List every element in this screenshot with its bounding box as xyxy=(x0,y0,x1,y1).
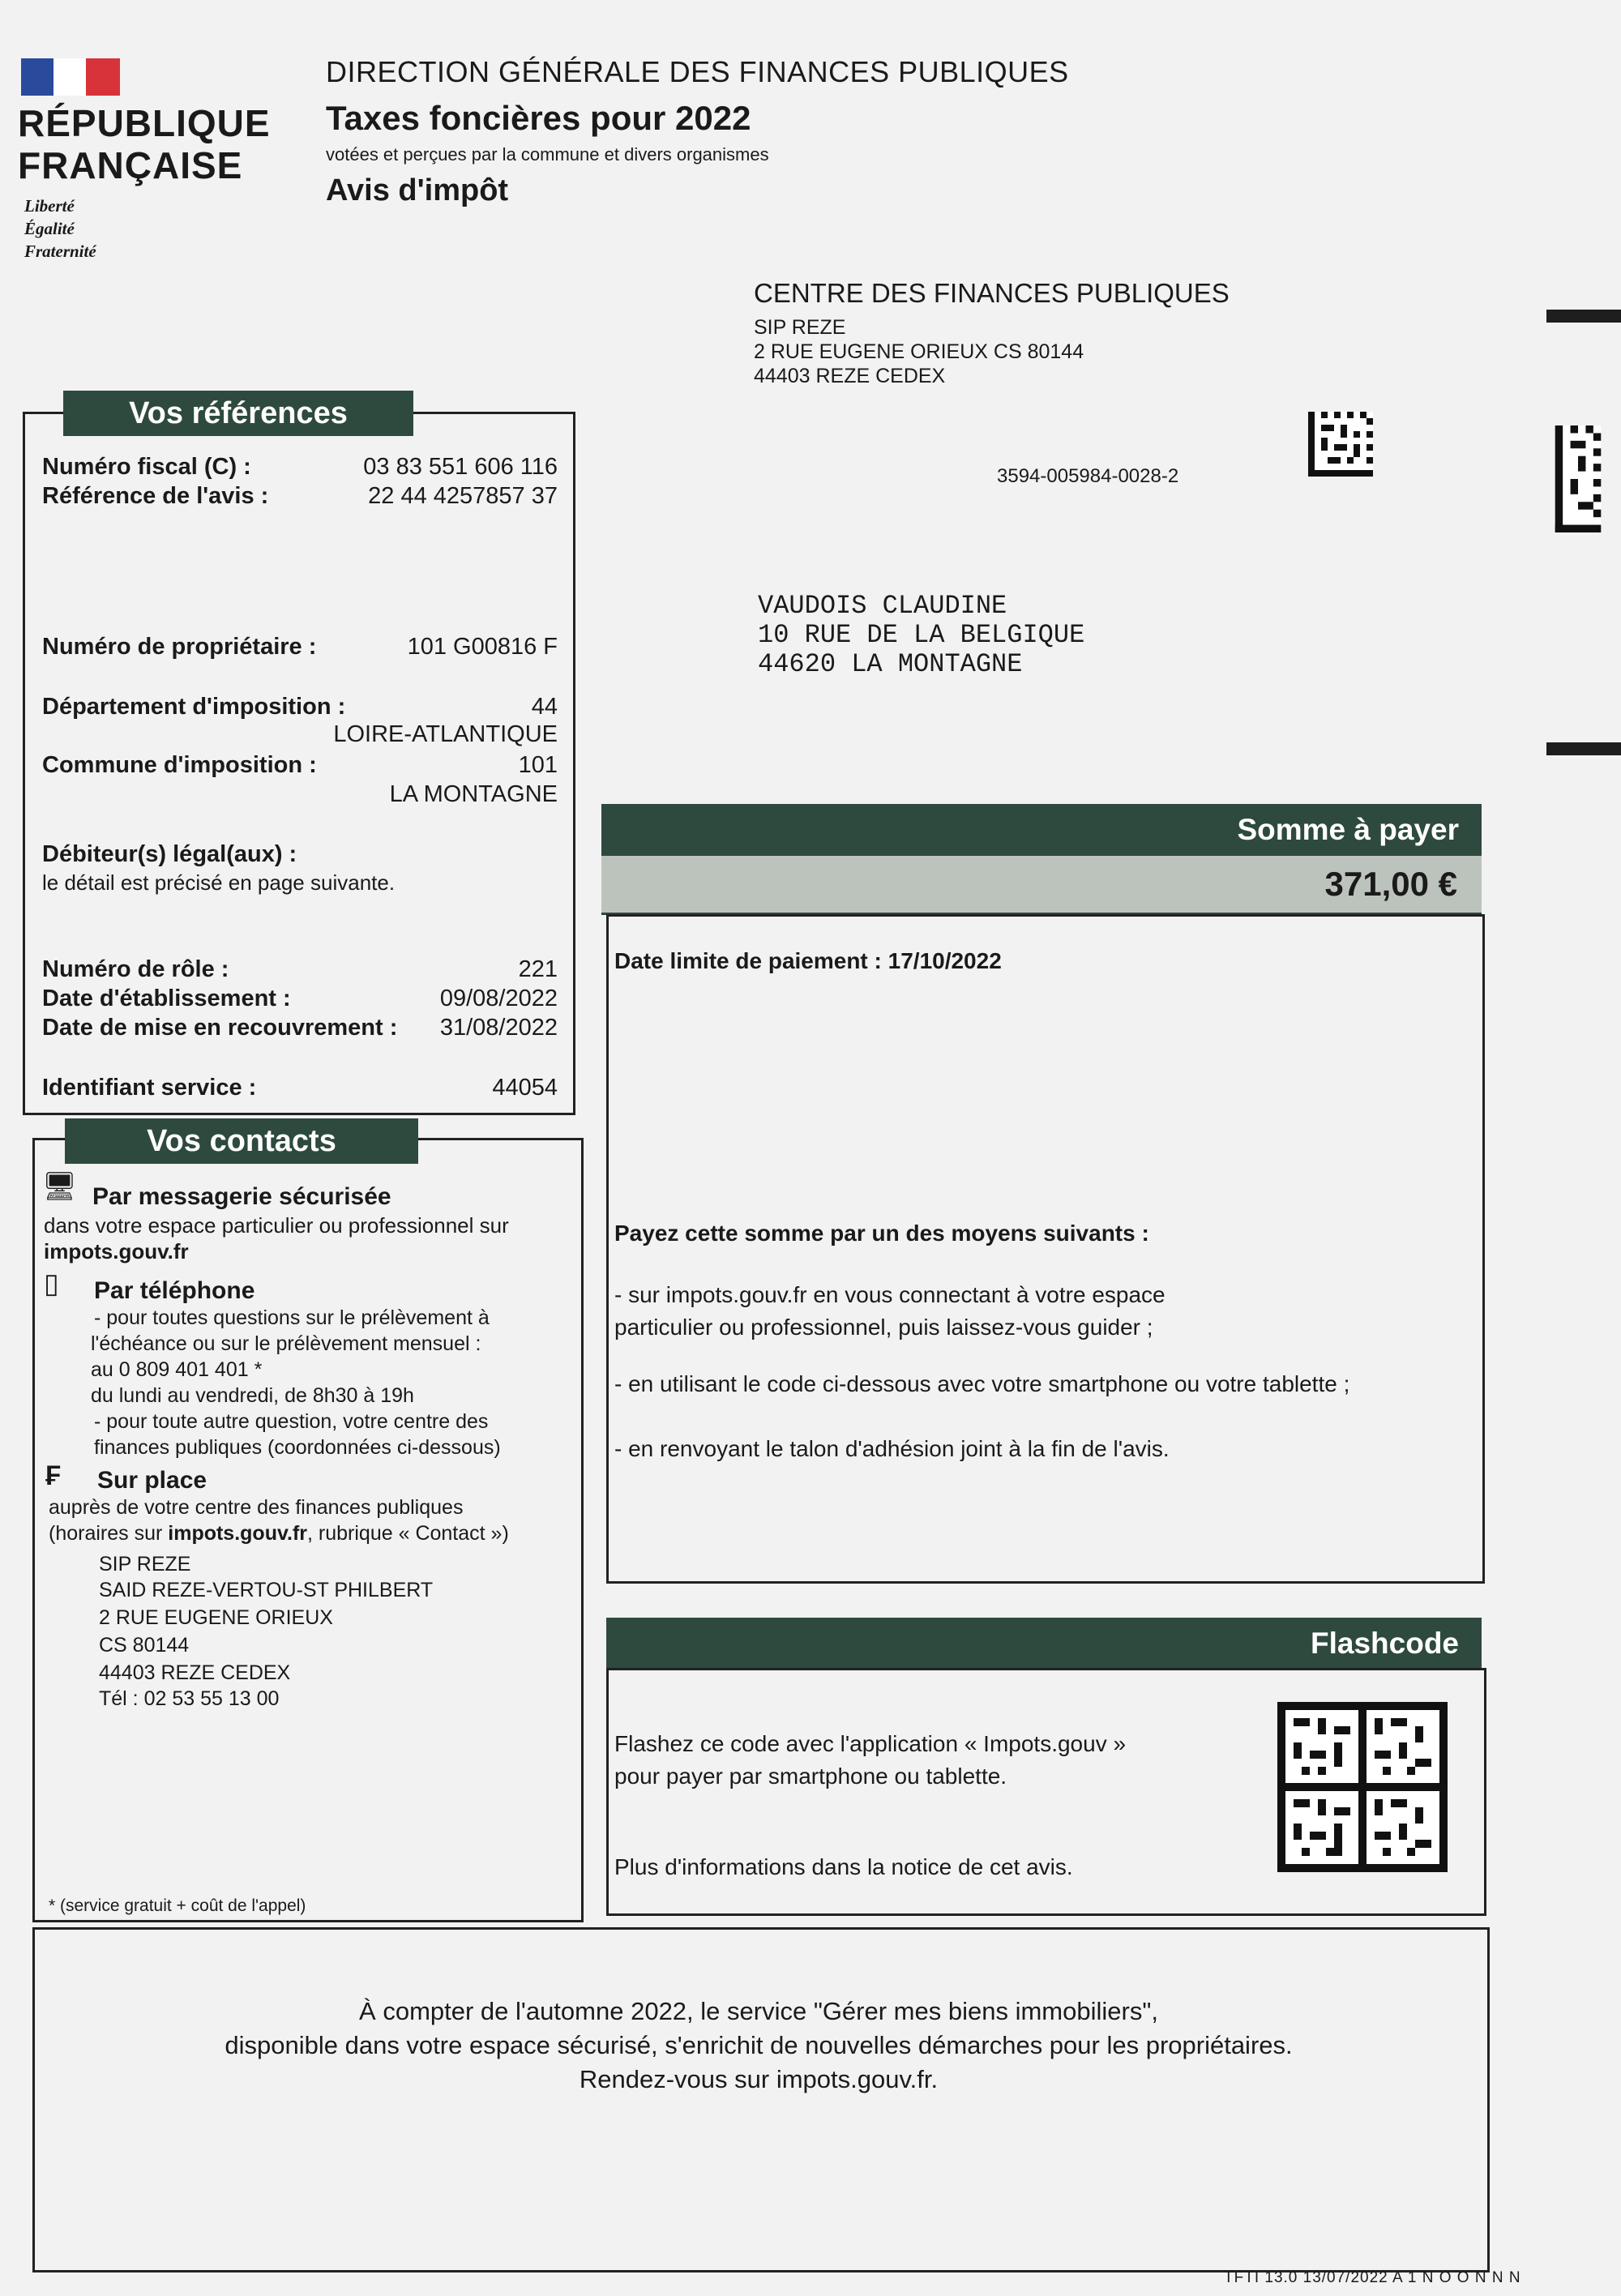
label: Identifiant service : xyxy=(42,1075,257,1101)
row-commune-name xyxy=(42,781,558,808)
flashcode-header xyxy=(606,1618,1482,1670)
motto-egalite: Égalité xyxy=(24,219,75,238)
payment-header xyxy=(601,804,1482,856)
address-phone: Tél : 02 53 55 13 00 xyxy=(99,1687,280,1710)
centre-name: CENTRE DES FINANCES PUBLIQUES xyxy=(754,278,1230,308)
phone-icon: ▯ xyxy=(44,1268,59,1299)
rf-line1: RÉPUBLIQUE xyxy=(18,102,271,144)
row-numero-fiscal xyxy=(42,454,558,481)
datamatrix-code-side xyxy=(1555,425,1602,532)
motto-fraternite: Fraternité xyxy=(24,242,96,261)
footnote: * (service gratuit + coût de l'appel) xyxy=(49,1896,306,1915)
flashcode-line: pour payer par smartphone ou tablette. xyxy=(614,1764,1007,1789)
payment-panel xyxy=(606,914,1485,1584)
row-proprietaire xyxy=(42,634,558,661)
notice-line: disponible dans votre espace sécurisé, s'enrichit de nouvelles démarches pour les propriétaires. xyxy=(225,2031,1293,2059)
flashcode-info: Plus d'informations dans la notice de cet avis. xyxy=(614,1854,1073,1879)
label: Numéro de propriétaire : xyxy=(42,634,317,660)
row-etablissement xyxy=(42,986,558,1012)
surplace-line: auprès de votre centre des finances publiques xyxy=(49,1496,464,1519)
contacts-tab: Vos contacts xyxy=(65,1118,418,1164)
motto xyxy=(24,195,96,263)
address-line: 44403 REZE CEDEX xyxy=(99,1661,291,1684)
address-line: 2 RUE EUGENE ORIEUX xyxy=(99,1606,333,1629)
marianne-logo xyxy=(21,58,120,96)
computer-icon: 🖥 xyxy=(42,1171,78,1202)
payment-means-online: - sur impots.gouv.fr en vous connectant à votre espace xyxy=(614,1282,1165,1307)
label: Commune d'imposition : xyxy=(42,752,317,778)
telephone-line: finances publiques (coordonnées ci-dessous) xyxy=(94,1436,501,1459)
value: 31/08/2022 xyxy=(439,1015,558,1041)
row-commune xyxy=(42,752,558,779)
datamatrix-code xyxy=(1308,412,1373,477)
recipient-name: VAUDOIS CLAUDINE xyxy=(758,591,1007,621)
direction-name: DIRECTION GÉNÉRALE DES FINANCES PUBLIQUES xyxy=(326,55,1069,88)
recipient-address xyxy=(758,592,1084,679)
payment-amount: 371,00 € xyxy=(1324,865,1457,903)
document-reference-number: 3594-005984-0028-2 xyxy=(997,465,1179,487)
flashcode-qr-code[interactable] xyxy=(1277,1702,1448,1872)
row-debiteurs-text xyxy=(42,870,558,896)
value: 101 xyxy=(518,752,558,778)
row-debiteurs xyxy=(42,841,558,868)
telephone-line: - pour toute autre question, votre centre des xyxy=(94,1410,489,1433)
address-line: SAID REZE-VERTOU-ST PHILBERT xyxy=(99,1579,434,1601)
margin-mark xyxy=(1546,310,1621,323)
motto-liberte: Liberté xyxy=(24,196,75,216)
document-type: Avis d'impôt xyxy=(326,173,509,207)
label: Date de mise en recouvrement : xyxy=(42,1015,398,1041)
address-line: SIP REZE xyxy=(99,1553,191,1576)
notice-panel xyxy=(32,1927,1490,2272)
value: 101 G00816 F xyxy=(407,634,558,660)
label: Débiteur(s) légal(aux) : xyxy=(42,841,297,867)
payment-deadline: Date limite de paiement : 17/10/2022 xyxy=(614,948,1002,973)
payment-means-online-2: particulier ou professionnel, puis laissez-vous guider ; xyxy=(614,1315,1153,1340)
margin-mark xyxy=(1546,742,1621,755)
flashcode-header-label: Flashcode xyxy=(1311,1627,1459,1660)
row-recouvrement xyxy=(42,1015,558,1041)
text: , rubrique « Contact ») xyxy=(307,1522,509,1545)
payment-means-mail: - en renvoyant le talon d'adhésion joint à la fin de l'avis. xyxy=(614,1436,1170,1461)
value: le détail est précisé en page suivante. xyxy=(42,870,396,895)
notice-line: Rendez-vous sur impots.gouv.fr. xyxy=(579,2065,939,2093)
label: Date d'établissement : xyxy=(42,986,291,1011)
value: 221 xyxy=(518,956,558,982)
site-link[interactable]: impots.gouv.fr xyxy=(168,1522,308,1545)
value: 22 44 4257857 37 xyxy=(368,483,558,509)
payment-header-label: Somme à payer xyxy=(1237,813,1459,846)
messagerie-title: Par messagerie sécurisée xyxy=(92,1183,391,1210)
label: Numéro fiscal (C) : xyxy=(42,454,251,480)
value: 03 83 551 606 116 xyxy=(363,454,558,480)
row-role xyxy=(42,956,558,983)
telephone-line: du lundi au vendredi, de 8h30 à 19h xyxy=(91,1384,414,1407)
references-tab: Vos références xyxy=(63,391,413,436)
flashcode-line: Flashez ce code avec l'application « Impots.gouv » xyxy=(614,1731,1127,1756)
value: LOIRE-ATLANTIQUE xyxy=(333,721,558,747)
row-identifiant xyxy=(42,1075,558,1101)
value: 09/08/2022 xyxy=(439,986,558,1011)
value: 44 xyxy=(531,694,558,720)
value: LA MONTAGNE xyxy=(389,781,558,807)
value: 44054 xyxy=(492,1075,558,1101)
messagerie-link[interactable]: impots.gouv.fr xyxy=(44,1239,189,1263)
document-title: Taxes foncières pour 2022 xyxy=(326,99,751,137)
payment-amount-bar xyxy=(601,856,1482,915)
surplace-line xyxy=(49,1520,509,1547)
row-reference-avis xyxy=(42,483,558,510)
document-subtitle: votées et perçues par la commune et divers organismes xyxy=(326,144,769,165)
telephone-line: - pour toutes questions sur le prélèvement à xyxy=(94,1306,490,1329)
centre-line: 2 RUE EUGENE ORIEUX CS 80144 xyxy=(754,340,1084,363)
form-reference: TFTI 13.0 13/07/2022 A 1 N O O N N N xyxy=(1224,2269,1521,2286)
centre-line: 44403 REZE CEDEX xyxy=(754,365,946,387)
label: Département d'imposition : xyxy=(42,694,346,720)
label: Numéro de rôle : xyxy=(42,956,229,982)
notice-line: À compter de l'automne 2022, le service "Gérer mes biens immobiliers", xyxy=(359,1997,1158,2025)
surplace-title: Sur place xyxy=(97,1467,207,1494)
recipient-street: 10 RUE DE LA BELGIQUE xyxy=(758,620,1085,650)
row-departement xyxy=(42,694,558,720)
centre-line: SIP REZE xyxy=(754,316,846,339)
payment-means-smartphone: - en utilisant le code ci-dessous avec votre smartphone ou votre tablette ; xyxy=(614,1371,1350,1396)
rf-line2: FRANÇAISE xyxy=(18,144,243,186)
payment-means-title: Payez cette somme par un des moyens suivants : xyxy=(614,1221,1149,1246)
telephone-number: au 0 809 401 401 * xyxy=(91,1358,263,1381)
location-icon: ₣ xyxy=(45,1460,61,1491)
republique-francaise-title xyxy=(18,102,271,186)
address-line: CS 80144 xyxy=(99,1634,190,1657)
messagerie-text: dans votre espace particulier ou professionnel sur xyxy=(44,1213,509,1238)
telephone-title: Par téléphone xyxy=(94,1277,255,1304)
telephone-line: l'échéance ou sur le prélèvement mensuel : xyxy=(91,1332,481,1355)
row-departement-name xyxy=(42,721,558,748)
text: (horaires sur xyxy=(49,1522,169,1545)
recipient-city: 44620 LA MONTAGNE xyxy=(758,649,1023,679)
label: Référence de l'avis : xyxy=(42,483,269,509)
